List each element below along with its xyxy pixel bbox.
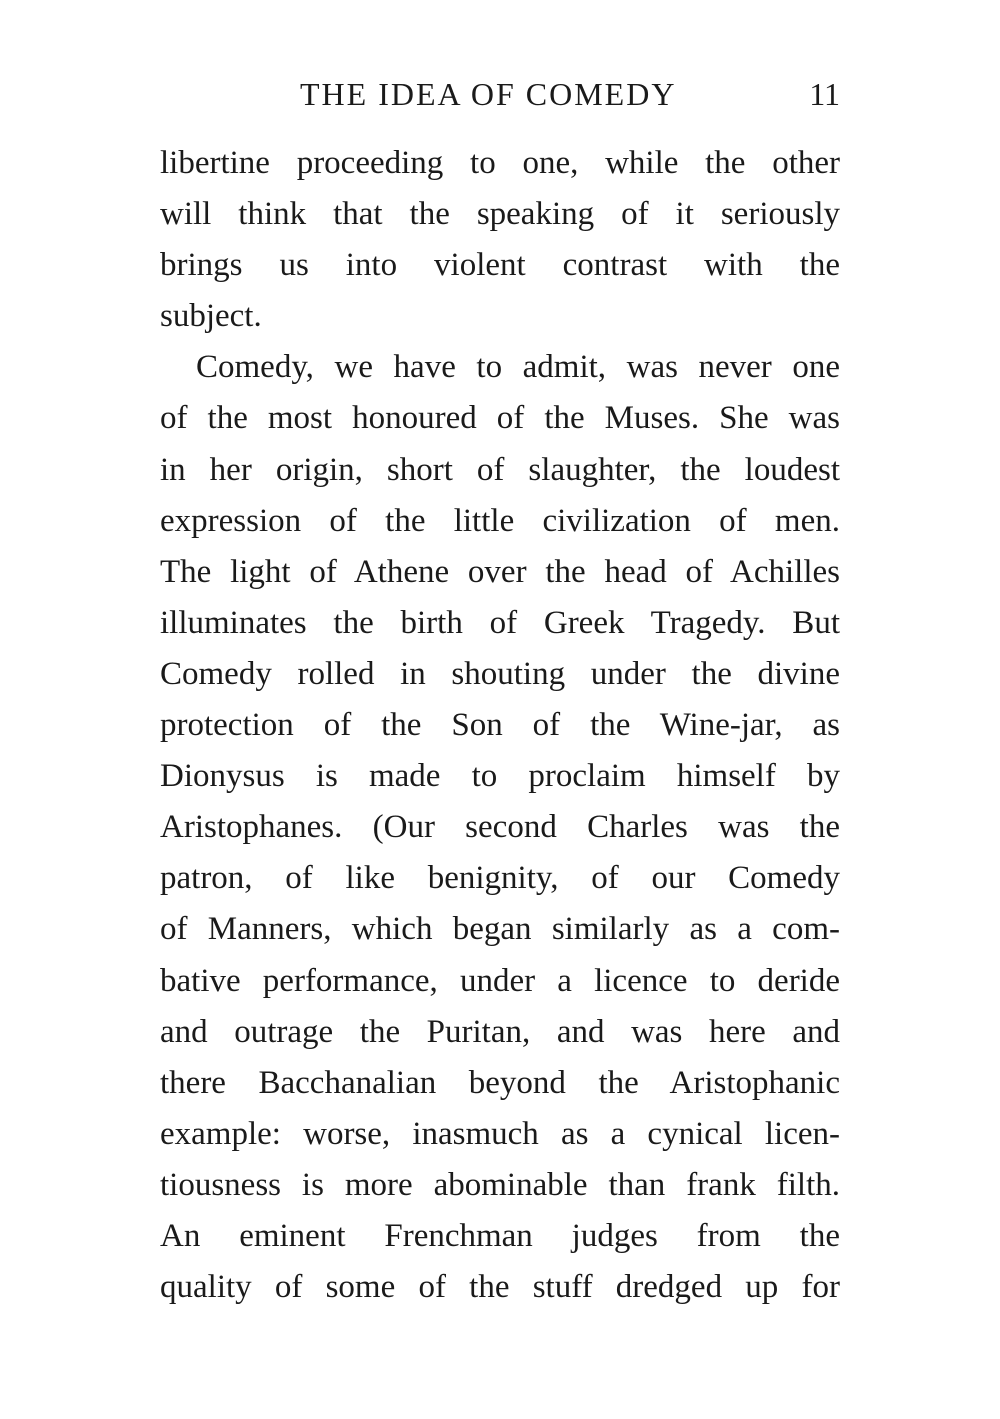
text-line: will think that the speaking of it seriously (160, 196, 840, 233)
text-line: and outrage the Puritan, and was here and (160, 1013, 840, 1050)
text-line: expression of the little civilization of men. (160, 502, 840, 539)
paragraph-1 (160, 138, 840, 342)
text-line: An eminent Frenchman judges from the (160, 1217, 840, 1254)
text-line: quality of some of the stuff dredged up for (160, 1269, 840, 1306)
text-line: example: worse, inasmuch as a cynical licen- (160, 1115, 840, 1152)
text-line: subject. (160, 298, 262, 335)
text-line: Comedy rolled in shouting under the divine (160, 655, 840, 692)
running-title: THE IDEA OF COMEDY (300, 76, 677, 112)
text-line: Dionysus is made to proclaim himself by (160, 758, 840, 795)
text-line: of Manners, which began similarly as a com- (160, 911, 840, 948)
text-line: there Bacchanalian beyond the Aristophanic (160, 1064, 840, 1101)
paragraph-2 (160, 342, 840, 1313)
text-line: libertine proceeding to one, while the other (160, 145, 840, 181)
text-line: tiousness is more abominable than frank filth. (160, 1166, 840, 1203)
text-line: in her origin, short of slaughter, the loudest (160, 451, 840, 488)
text-line: Aristophanes. (Our second Charles was the (160, 809, 840, 846)
text-line: Comedy, we have to admit, was never one (196, 349, 840, 386)
page-number: 11 (809, 76, 840, 112)
body-text (160, 138, 840, 1313)
text-line: patron, of like benignity, of our Comedy (160, 860, 840, 897)
text-line: bative performance, under a licence to deride (160, 962, 840, 999)
text-line: protection of the Son of the Wine-jar, as (160, 707, 840, 744)
text-line: The light of Athene over the head of Achilles (160, 553, 840, 590)
text-line: illuminates the birth of Greek Tragedy. But (160, 604, 840, 641)
running-head (300, 72, 840, 116)
text-line: brings us into violent contrast with the (160, 247, 840, 284)
text-line: of the most honoured of the Muses. She was (160, 400, 840, 437)
